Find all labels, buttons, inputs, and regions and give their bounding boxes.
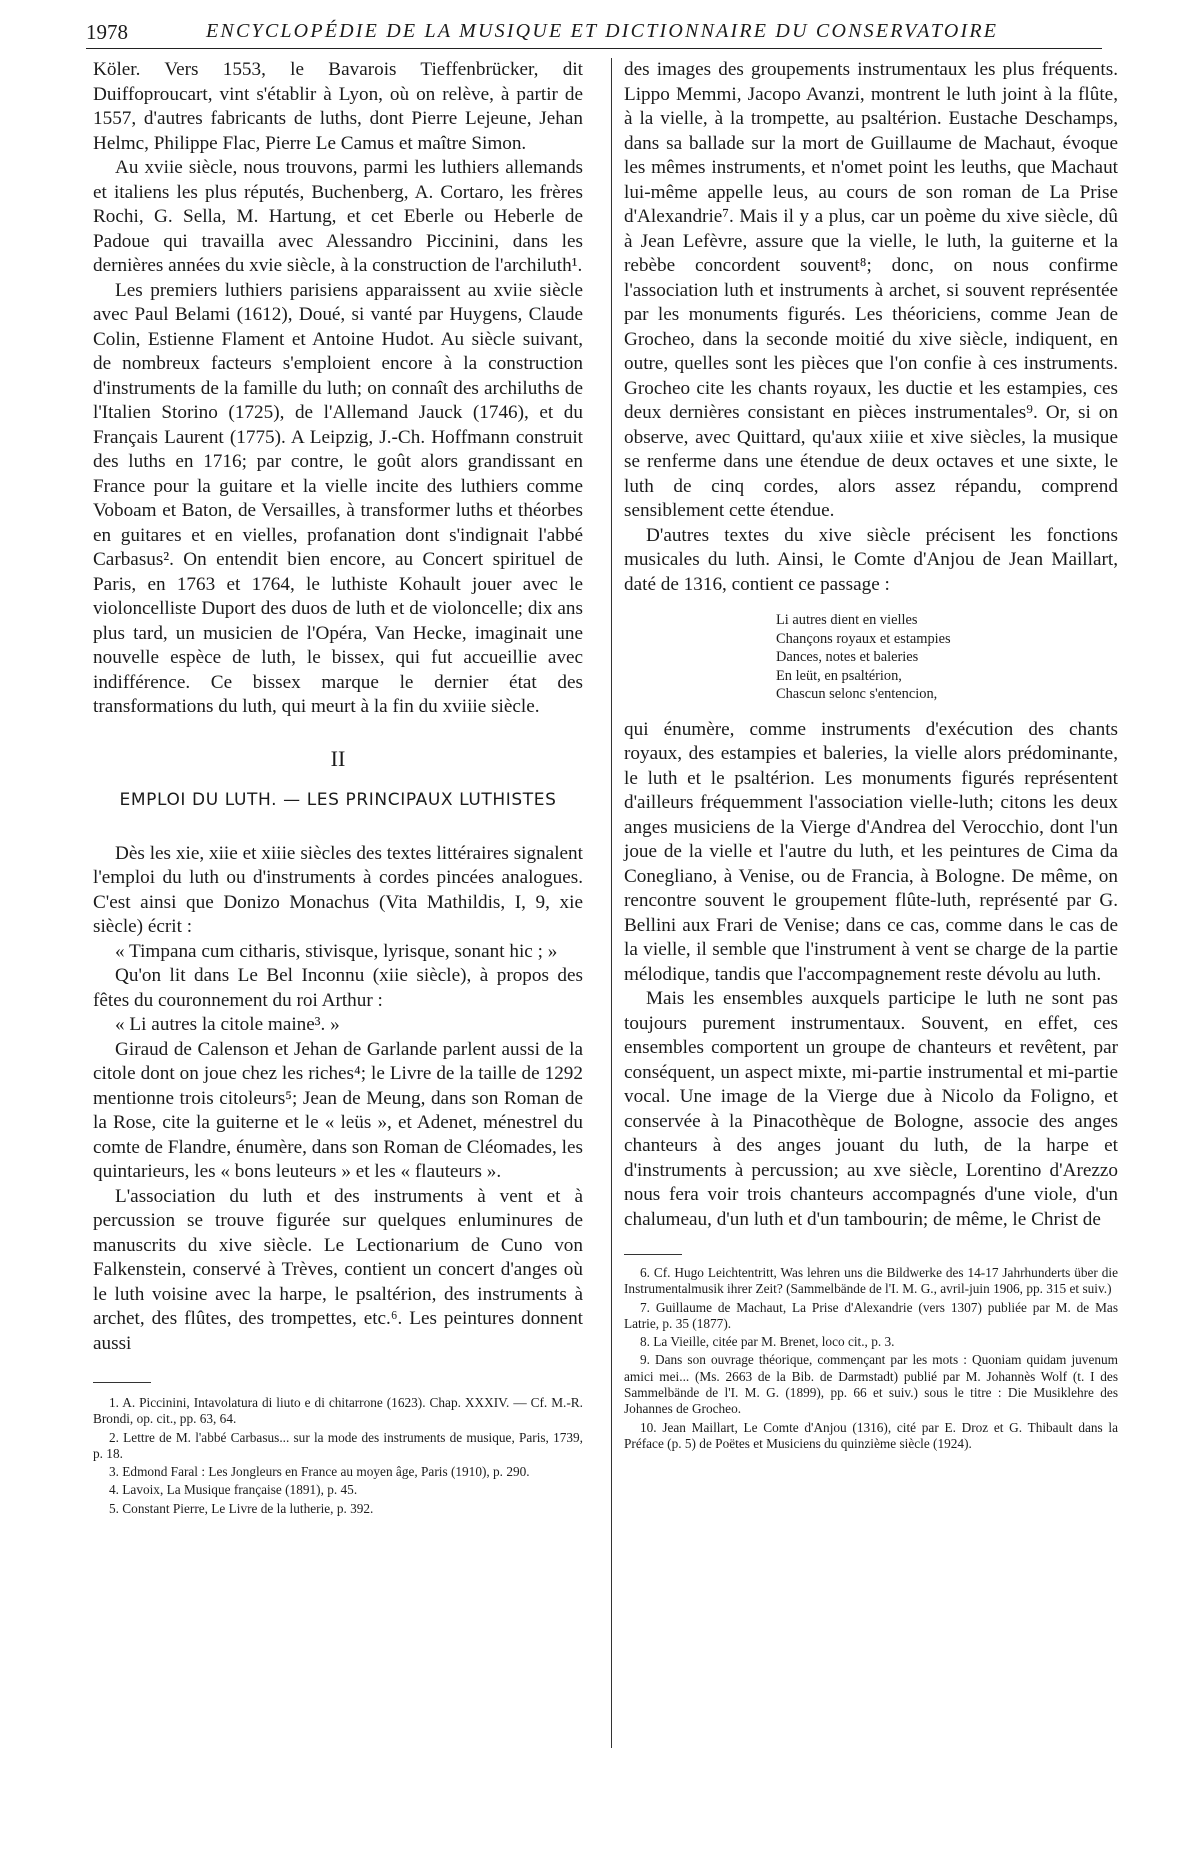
right-column (624, 58, 1118, 1454)
paragraph: Köler. Vers 1553, le Bavarois Tieffenbrücker, dit Duiffoproucart, vint s'établir à Lyon, où on relève, à partir de 1557, d'autres fabricants de luths, dont Pierre Lejeune, Jehan Helmc, Philippe Flac, Pierre Le Camus et maître Simon. (93, 59, 583, 154)
section-number: II (330, 745, 346, 771)
footnote: 8. La Vieille, citée par M. Brenet, loco cit., p. 3. (640, 1334, 895, 1350)
left-column (93, 58, 583, 1519)
paragraph: Mais les ensembles auxquels participe le luth ne sont pas toujours purement instrumentaux. Souvent, en effet, ces ensembles comportent un groupe de chanteurs et revêtent, par conséquent, un aspect mixte, mi-partie instrumental et mi-partie vocal. Une image de la Vierge due à Nicolo da Foligno, et conservée à la Pinacothèque de Bologne, associe des anges chanteurs à des anges jouant du luth, de la harpe et d'instruments à percussion; au xve siècle, Lorentino d'Arezzo nous fera voir trois chanteurs accompagnés d'une viole, d'un chalumeau, d'un luth et d'un tambourin; de même, le Christ de (624, 988, 1118, 1230)
footnote: 4. Lavoix, La Musique française (1891), p. 45. (109, 1482, 358, 1498)
quotation: « Timpana cum citharis, stivisque, lyrisque, sonant hic ; » (115, 940, 558, 962)
footnote: 5. Constant Pierre, Le Livre de la lutherie, p. 392. (109, 1500, 374, 1516)
paragraph: Qu'on lit dans Le Bel Inconnu (xiie siècle), à propos des fêtes du couronnement du roi Arthur : (93, 965, 583, 1011)
paragraph: D'autres textes du xive siècle précisent les fonctions musicales du luth. Ainsi, le Comte d'Anjou de Jean Maillart, daté de 1316, contient ce passage : (624, 524, 1118, 595)
section-title: EMPLOI DU LUTH. — LES PRINCIPAUX LUTHISTES (119, 789, 557, 810)
paragraph: qui énumère, comme instruments d'exécution des chants royaux, des estampies et baleries, la vielle alors prédominante, le luth et le psaltérion. Les monuments figurés représentent d'ailleurs fréquemment l'association vielle-luth; citons les deux anges musiciens de la Vierge d'Andrea del Verocchio, dont l'un joue de la vielle et l'autre du luth, et les peintures de Cima da Conegliano, à Venise, ou de Francia, à Bologne. De même, on rencontre souvent le groupement flûte-luth, représenté par G. Bellini aux Frari de Venise; dans ce cas, comme dans le cas de la vielle, il semble que l'instrument à vent se charge de la partie mélodique, tandis que l'accompagnement reste dévolu au luth. (624, 718, 1118, 985)
paragraph: Dès les xie, xiie et xiiie siècles des textes littéraires signalent l'emploi du luth ou d'instruments à cordes pincées analogues. C'est ainsi que Donizo Monachus (Vita Mathildis, I, 9, xie siècle) écrit : (93, 842, 583, 937)
running-title: ENCYCLOPÉDIE DE LA MUSIQUE ET DICTIONNAIRE DU CONSERVATOIRE (206, 20, 999, 42)
verse-quotation (776, 611, 1118, 704)
footnote: 3. Edmond Faral : Les Jongleurs en France au moyen âge, Paris (1910), p. 290. (109, 1464, 530, 1480)
running-header (86, 18, 1102, 49)
verse-line: Dances, notes et baleries (776, 649, 919, 665)
verse-line: Chascun selonc s'entencion, (776, 686, 938, 702)
paragraph: des images des groupements instrumentaux les plus fréquents. Lippo Memmi, Jacopo Avanzi, montrent le luth joint à la flûte, à la vielle, à la trompette, au psaltérion. Eustache Deschamps, dans sa ballade sur la mort de Guillaume de Machaut, évoque les mêmes instruments, et n'omet point les leuths, que Machaut lui-même appelle leus, au cours de son roman de La Prise d'Alexandrie⁷. Mais il y a plus, car un poème du xive siècle, dû à Jean Lefèvre, assure que la vielle, le luth, la guiterne et la rebèbe concordent souvent⁸; donc, on nous confirme l'association luth et instruments à archet, si souvent représentée par les monuments figurés. Les théoriciens, comme Jean de Grocheo, dans la seconde moitié du xive siècle, indiquent, en outre, quelles sont les pièces que l'on confie à ces instruments. Grocheo cite les chants royaux, les ductie et les estampies, ces deux dernières consistant en pièces instrumentales⁹. Or, si on observe, avec Quittard, qu'aux xiiie et xive siècles, la musique se renferme dans une étendue de deux octaves et une sixte, le luth de cinq cordes, alors assez répandu, comprend sensiblement cette étendue. (624, 59, 1118, 521)
paragraph: L'association du luth et des instruments à vent et à percussion se trouve figurée sur quelques enluminures de manuscrits du xive siècle. Le Lectionarium de Cuno von Falkenstein, conservé à Trèves, contient un concert d'anges où le luth voisine avec la harpe, le psaltérion, des instruments à archet, des flûtes, des trompettes, etc.⁶. Les peintures donnent aussi (93, 1185, 583, 1354)
verse-line: Chançons royaux et estampies (776, 630, 951, 647)
footnote: 2. Lettre de M. l'abbé Carbasus... sur la mode des instruments de musique, Paris, 1739, p. 18. (93, 1429, 583, 1461)
footnote-rule (93, 1382, 151, 1383)
quotation: « Li autres la citole maine³. » (115, 1014, 340, 1035)
paragraph: Giraud de Calenson et Jehan de Garlande parlent aussi de la citole dont on joue chez les riches⁴; le Livre de la taille de 1292 mentionne trois citoleurs⁵; Jean de Meung, dans son Roman de la Rose, cite la guiterne et le « leüs », et Adenet, ménestrel du comte de Flandre, énumère, dans son Roman de Cléomades, les quintarieurs, les « bons leuteurs » et les « flauteurs ». (93, 1038, 583, 1182)
footnote: 10. Jean Maillart, Le Comte d'Anjou (1316), cité par E. Droz et G. Thibault dans la Préface (p. 5) de Poëtes et Musiciens du quinzième siècle (1924). (624, 1419, 1118, 1451)
page-number: 1978 (86, 20, 128, 44)
verse-line: En leüt, en psaltérion, (776, 667, 902, 684)
footnote: 7. Guillaume de Machaut, La Prise d'Alexandrie (vers 1307) publiée par M. de Mas Latrie, p. 35 (1877). (624, 1299, 1118, 1331)
verse-line: Li autres dient en vielles (776, 612, 918, 628)
footnote: 6. Cf. Hugo Leichtentritt, Was lehren uns die Bildwerke des 14-17 Jahrhunderts über die Instrumentalmusik ihrer Zeit? (Sammelbände de l'I. M. G., avril-juin 1906, pp. 315 et suiv.) (624, 1265, 1118, 1297)
column-divider (611, 58, 612, 1748)
footnotes (93, 1395, 583, 1517)
footnote-rule (624, 1254, 682, 1255)
paragraph: Au xviie siècle, nous trouvons, parmi les luthiers allemands et italiens les plus réputés, Buchenberg, A. Cortaro, les frères Rochi, G. Sella, M. Hartung, et cet Eberle ou Heberle de Padoue qui travailla avec Alessandro Piccinini, dans les dernières années du xvie siècle, à la construction de l'archiluth¹. (93, 157, 583, 276)
footnotes (624, 1265, 1118, 1452)
paragraph: Les premiers luthiers parisiens apparaissent au xviie siècle avec Paul Belami (1612), Doué, si vanté par Huygens, Claude Colin, Estienne Flament et Antoine Hudot. Au siècle suivant, de nombreux facteurs s'emploient encore à la construction d'instruments de la famille du luth; on connaît des archiluths de l'Italien Storino (1725), de l'Allemand Jauck (1746), et du Français Laurent (1775). A Leipzig, J.-Ch. Hoffmann construit des luths en 1716; par contre, le goût alors grandissant en France pour la guitare et la vielle incite des luthiers comme Voboam et Baton, de Versailles, à transformer luths et théorbes en guitares et en vielles, profanation dont s'indignait l'abbé Carbasus². On entendit bien encore, au Concert spirituel de Paris, en 1763 et 1764, le luthiste Kohault jouer avec le violoncelliste Duport des duos de luth et de violoncelle; dix ans plus tard, un musicien de l'Opéra, Van Hecke, imaginait une nouvelle espèce de luth, le bissex, qui fut accueillie avec indifférence. Ce bissex marque le dernier état des transformations du luth, qui meurt à la fin du xviiie siècle. (93, 279, 583, 717)
footnote: 9. Dans son ouvrage théorique, commençant par les mots : Quoniam quidam juvenum amici mei... (Ms. 2663 de la Bib. de Darmstadt) publié par M. Johannès Wolf (t. I des Sammelbände de l'I. M. G. (1899), pp. 66 et suiv.) sous le titre : Die Musiklehre des Johannes de Grocheo. (624, 1352, 1118, 1417)
footnote: 1. A. Piccinini, Intavolatura di liuto e di chitarrone (1623). Chap. XXXIV. — Cf. M.-R. Brondi, op. cit., pp. 63, 64. (93, 1395, 583, 1427)
